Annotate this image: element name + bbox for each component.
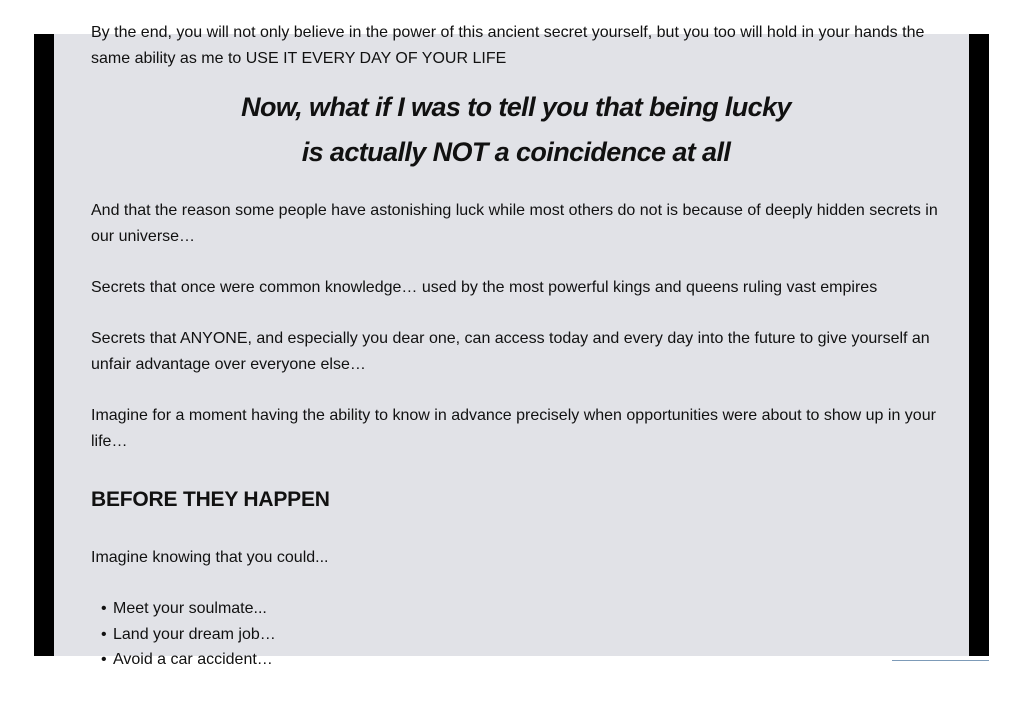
list-item-text: Land your dream job… (113, 625, 276, 643)
article-content[interactable] (54, 24, 969, 668)
bullet-icon: • (101, 600, 107, 617)
list-item-text: Avoid a car accident… (113, 651, 273, 668)
article-body (91, 20, 941, 673)
headline (91, 85, 941, 175)
intro-paragraph (91, 20, 941, 72)
headline-line-1: Now, what if I was to tell you that being lucky (241, 92, 791, 122)
paragraph-secrets-kings: Secrets that once were common knowledge… used by the most powerful kings and queens ruling vast empires (91, 279, 878, 296)
list-item (101, 596, 941, 622)
list-item (101, 647, 941, 673)
section-heading: BEFORE THEY HAPPEN (91, 488, 330, 511)
intro-line-2: same ability as me to USE IT EVERY DAY OF YOUR LIFE (91, 50, 507, 67)
benefits-list (91, 596, 941, 673)
headline-line-2: is actually NOT a coincidence at all (301, 137, 731, 167)
list-item-text: Meet your soulmate... (113, 600, 267, 617)
bullet-icon: • (101, 625, 107, 643)
paragraph-secrets-anyone: Secrets that ANYONE, and especially you dear one, can access today and every day into the future to give yourself an unfair advantage over everyone else… (91, 330, 930, 373)
divider-line (892, 660, 989, 661)
intro-line-1: By the end, you will not only believe in the power of this ancient secret yourself, but you too will hold in your hands the (91, 24, 925, 41)
paragraph-secrets-intro: And that the reason some people have astonishing luck while most others do not is because of deeply hidden secrets in our universe… (91, 202, 938, 245)
imagine-line: Imagine knowing that you could... (91, 549, 329, 566)
paragraph-imagine-opportunities: Imagine for a moment having the ability to know in advance precisely when opportunities were about to show up in your life… (91, 407, 936, 450)
page-frame (34, 24, 989, 668)
bullet-icon: • (101, 651, 107, 668)
list-item (101, 622, 941, 648)
